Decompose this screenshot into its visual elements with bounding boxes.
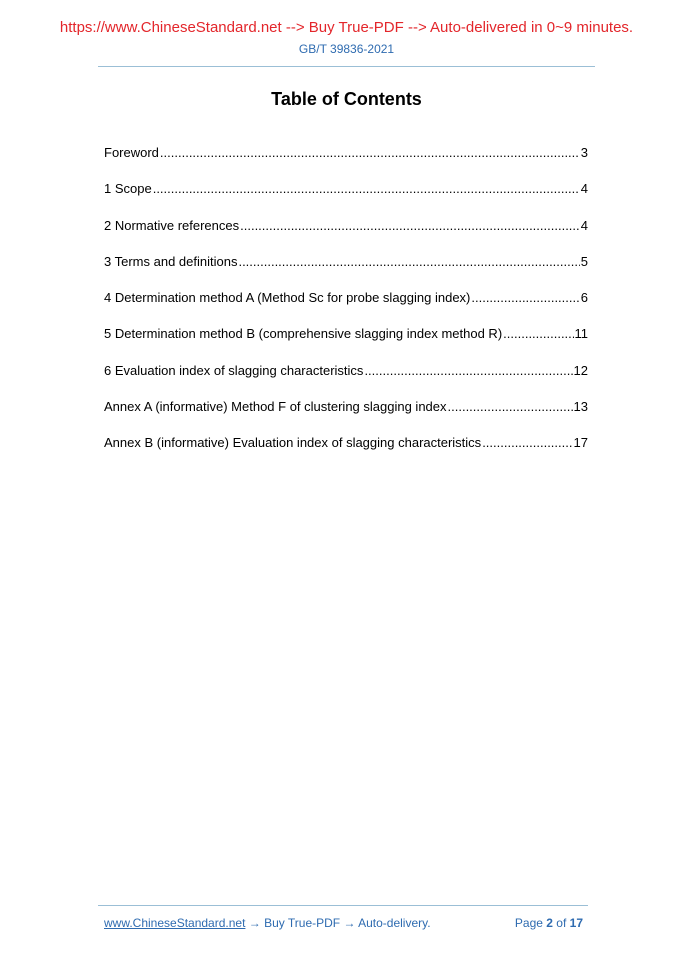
toc-entry-label: 2 Normative references — [104, 217, 240, 233]
toc-entry-label: 3 Terms and definitions — [104, 253, 238, 269]
toc-entry-annex-a[interactable] — [104, 399, 588, 435]
toc-entry-scope[interactable] — [104, 181, 588, 217]
toc-entry-page: 3 — [580, 145, 588, 160]
footer-links — [104, 916, 431, 930]
toc-entry-label: 6 Evaluation index of slagging characteristics — [104, 362, 364, 378]
toc-entry-terms-definitions[interactable] — [104, 254, 588, 290]
toc-dot-leader — [240, 218, 580, 233]
toc-dot-leader — [448, 399, 573, 414]
toc-entry-method-a[interactable] — [104, 290, 588, 326]
footer-tagline: → Buy True-PDF → Auto-delivery. — [245, 916, 431, 930]
page-prefix: Page — [514, 916, 547, 930]
page-number — [515, 916, 583, 930]
page-total: 17 — [569, 916, 583, 930]
toc-entry-label: 1 Scope — [104, 181, 152, 197]
toc-entry-normative-references[interactable] — [104, 218, 588, 254]
toc-entry-foreword[interactable] — [104, 145, 588, 181]
toc-entry-page: 6 — [580, 290, 588, 306]
toc-dot-leader — [238, 254, 579, 269]
toc-entry-label: Annex A (informative) Method F of clustering slagging index — [104, 399, 447, 415]
toc-entry-label: Foreword — [104, 145, 159, 160]
page-title: Table of Contents — [271, 89, 422, 109]
toc-entry-evaluation-index[interactable] — [104, 363, 588, 399]
page-current: 2 — [546, 916, 553, 930]
footer-site-link[interactable]: www.ChineseStandard.net — [104, 916, 246, 930]
toc-entry-label: 4 Determination method A (Method Sc for probe slagging index) — [104, 290, 471, 306]
toc-entry-page: 4 — [580, 181, 588, 197]
document-code: GB/T 39836-2021 — [298, 42, 395, 56]
toc-dot-leader — [503, 326, 573, 341]
toc-dot-leader — [471, 290, 579, 305]
toc-dot-leader — [482, 435, 572, 450]
header-divider — [98, 66, 595, 67]
page-of: of — [552, 916, 570, 930]
toc-entry-annex-b[interactable] — [104, 435, 588, 471]
toc-dot-leader — [153, 181, 580, 196]
table-of-contents — [104, 145, 588, 472]
toc-entry-page: 17 — [573, 435, 588, 451]
footer-divider — [98, 905, 588, 906]
toc-entry-method-b[interactable] — [104, 326, 588, 362]
toc-entry-page: 11 — [574, 326, 588, 342]
toc-entry-page: 4 — [580, 217, 588, 233]
toc-dot-leader — [364, 363, 572, 378]
toc-entry-page: 5 — [580, 253, 588, 269]
toc-entry-label: Annex B (informative) Evaluation index of slagging characteristics — [104, 435, 482, 451]
toc-dot-leader — [160, 145, 580, 160]
toc-entry-label: 5 Determination method B (comprehensive slagging index method R) — [104, 326, 503, 342]
toc-entry-page: 12 — [573, 362, 588, 378]
toc-entry-page: 13 — [573, 399, 588, 415]
header-banner[interactable]: https://www.ChineseStandard.net --> Buy True-PDF --> Auto-delivered in 0~9 minutes. — [59, 19, 634, 36]
